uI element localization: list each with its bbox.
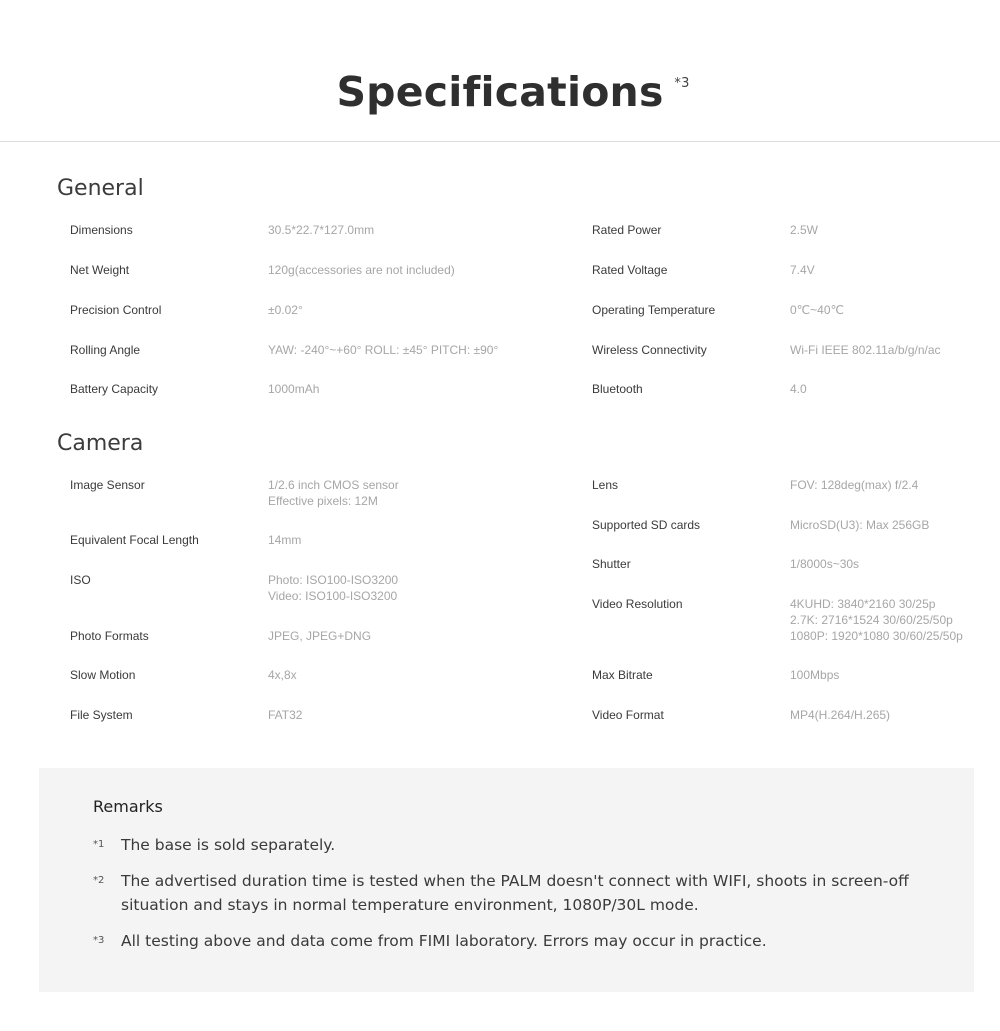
spec-label: Photo Formats [70,629,149,643]
spec-value-line: Effective pixels: 12M [268,494,378,508]
spec-label: File System [70,708,133,722]
spec-label: Image Sensor [70,478,145,492]
spec-value-line: 30.5*22.7*127.0mm [268,223,375,237]
spec-value [268,477,399,509]
spec-value [268,572,398,604]
spec-value-line: 120g(accessories are not included) [268,263,455,277]
spec-value [268,532,301,548]
spec-value-line: FOV: 128deg(max) f/2.4 [790,478,919,492]
remark-text: The base is sold separately. [121,836,336,854]
spec-value-line: MicroSD(U3): Max 256GB [790,518,930,532]
spec-value [790,707,890,723]
remarks-title: Remarks [93,797,163,816]
spec-label: Supported SD cards [592,518,701,532]
page-title-text: Specifications [336,68,664,116]
spec-value-line: Video: ISO100-ISO3200 [268,589,398,603]
spec-value-line: Photo: ISO100-ISO3200 [268,573,399,587]
remark-text: All testing above and data come from FIMI laboratory. Errors may occur in practice. [121,932,767,950]
spec-value-line: YAW: -240°~+60° ROLL: ±45° PITCH: ±90° [268,343,499,357]
remarks-panel [39,768,974,992]
spec-value [268,381,319,397]
spec-value [790,667,839,683]
spec-value [790,556,859,572]
spec-value [790,381,807,397]
spec-value-line: MP4(H.264/H.265) [790,708,891,722]
remark-text: The advertised duration time is tested when the PALM doesn't connect with WIFI, shoots in screen-off situation and stays in normal temperature environment, 1080P/30L mode. [121,872,909,914]
spec-value-line: 100Mbps [790,668,840,682]
spec-label: Slow Motion [70,668,136,682]
spec-label: Video Format [592,708,664,722]
spec-value-line: 4KUHD: 3840*2160 30/25p [790,597,936,611]
spec-value-line: 2.5W [790,223,819,237]
spec-value [268,302,303,318]
spec-value [790,477,918,493]
spec-value [268,667,297,683]
spec-value-line: 14mm [268,533,302,547]
remark-footnote-mark: *2 [93,875,105,886]
spec-label: Video Resolution [592,597,683,611]
spec-label: Bluetooth [592,382,643,396]
spec-label: Rolling Angle [70,343,141,357]
spec-value [790,222,818,238]
spec-label: Shutter [592,557,631,571]
spec-value [268,628,371,644]
spec-value [790,262,815,278]
section-heading-camera: Camera [57,431,144,456]
spec-label: Max Bitrate [592,668,653,682]
title-footnote-mark: *3 [674,76,690,91]
spec-label: ISO [70,573,91,587]
spec-value-line: JPEG, JPEG+DNG [268,629,372,643]
spec-value-line: 7.4V [790,263,815,277]
spec-value-line: 1080P: 1920*1080 30/60/25/50p [790,629,963,643]
page-title [336,68,690,116]
spec-value [790,302,844,318]
spec-label: Rated Voltage [592,263,668,277]
header-divider [0,141,1000,142]
spec-value [790,517,929,533]
spec-label: Wireless Connectivity [592,343,707,357]
spec-value-line: FAT32 [268,708,303,722]
spec-label: Dimensions [70,223,133,237]
spec-label: Lens [592,478,619,492]
spec-value [790,342,941,358]
spec-value [268,222,374,238]
spec-label: Net Weight [70,263,130,277]
spec-value-line: 1/8000s~30s [790,557,860,571]
section-heading-general: General [57,176,144,201]
spec-label: Equivalent Focal Length [70,533,199,547]
spec-value-line: Wi-Fi IEEE 802.11a/b/g/n/ac [790,343,941,357]
remark-footnote-mark: *3 [93,935,105,946]
spec-value-line: 2.7K: 2716*1524 30/60/25/50p [790,613,953,627]
remark-footnote-mark: *1 [93,839,105,850]
spec-value-line: 1/2.6 inch CMOS sensor [268,478,399,492]
spec-value [790,596,963,644]
spec-value [268,707,302,723]
spec-label: Operating Temperature [592,303,716,317]
spec-value-line: 1000mAh [268,382,320,396]
spec-value-line: 0℃~40℃ [790,303,844,317]
spec-label: Rated Power [592,223,662,237]
spec-value-line: 4.0 [790,382,807,396]
spec-label: Battery Capacity [70,382,159,396]
spec-label: Precision Control [70,303,162,317]
spec-value [268,262,455,278]
spec-value-line: 4x,8x [268,668,297,682]
spec-value [268,342,498,358]
spec-value-line: ±0.02° [268,303,303,317]
